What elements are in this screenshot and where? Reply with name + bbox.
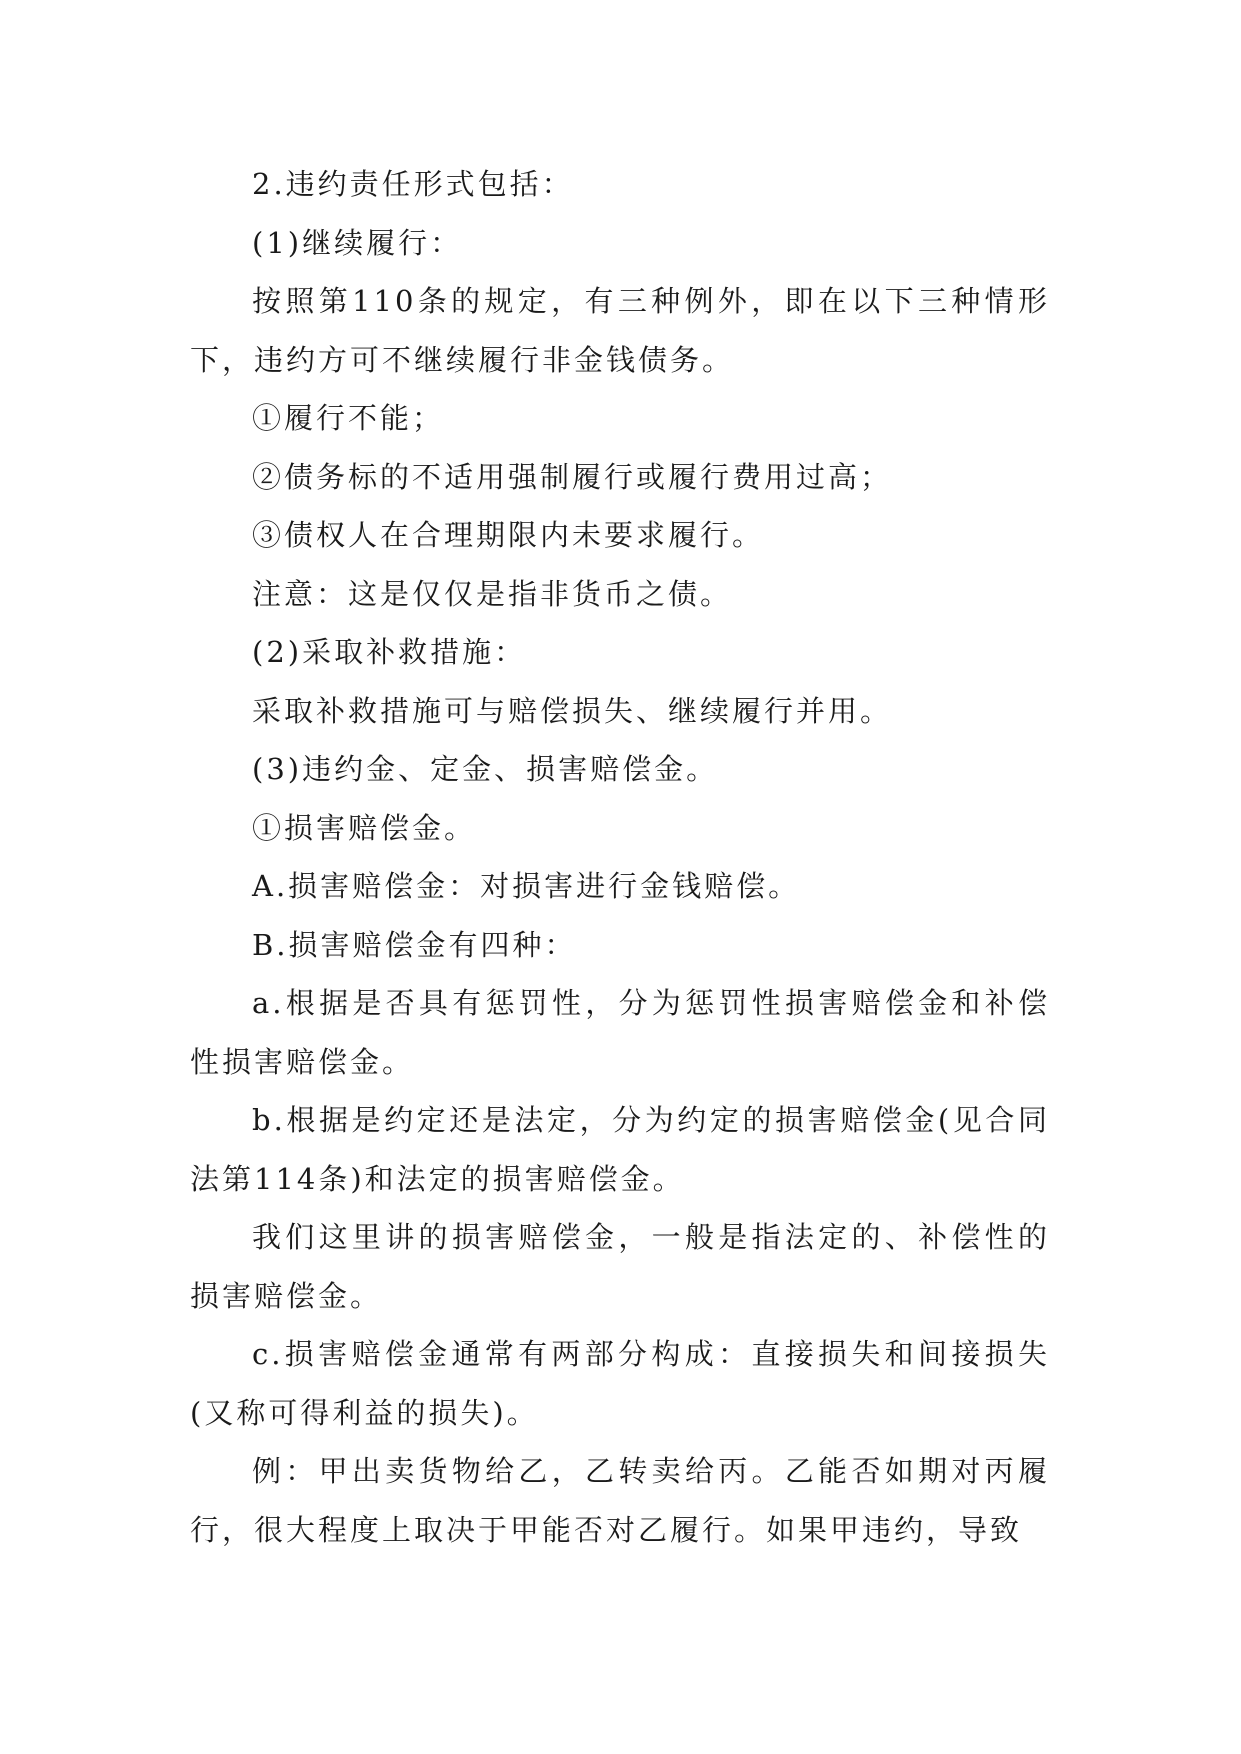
- paragraph-penalty-deposit-damages: (3)违约金、定金、损害赔偿金。: [252, 752, 719, 786]
- paragraph-punitive: a.根据是否具有惩罚性，分为惩罚性损害赔偿金和补偿性损害赔偿金。: [190, 986, 1050, 1079]
- paragraph-exception-3: ③债权人在合理期限内未要求履行。: [252, 518, 765, 552]
- paragraph-scope-note: 我们这里讲的损害赔偿金，一般是指法定的、补偿性的损害赔偿金。: [190, 1220, 1050, 1313]
- paragraph-example: 例：甲出卖货物给乙，乙转卖给丙。乙能否如期对丙履行，很大程度上取决于甲能否对乙履行。如果甲违约，导致: [190, 1454, 1050, 1547]
- paragraph-exception-2: ②债务标的不适用强制履行或履行费用过高；: [252, 459, 893, 494]
- paragraph-article-110: 按照第110条的规定，有三种例外，即在以下三种情形下，违约方可不继续履行非金钱债务。: [190, 284, 1050, 377]
- paragraph-agreed-statutory: b.根据是约定还是法定，分为约定的损害赔偿金(见合同法第114条)和法定的损害赔偿金。: [190, 1103, 1050, 1196]
- paragraph-liability-forms: 2.违约责任形式包括：: [252, 167, 574, 201]
- paragraph-continue-performance: (1)继续履行：: [252, 225, 463, 260]
- document-body: [190, 155, 1050, 1559]
- paragraph-remedial-measures: (2)采取补救措施：: [252, 635, 527, 669]
- paragraph-remedial-combined: 采取补救措施可与赔偿损失、继续履行并用。: [252, 693, 893, 728]
- paragraph-direct-indirect: c.损害赔偿金通常有两部分构成：直接损失和间接损失(又称可得利益的损失)。: [190, 1337, 1050, 1430]
- paragraph-note: 注意：这是仅仅是指非货币之债。: [252, 576, 733, 611]
- paragraph-damages-b: B.损害赔偿金有四种：: [252, 927, 577, 962]
- paragraph-exception-1: ①履行不能；: [252, 401, 445, 435]
- paragraph-damages-heading: ①损害赔偿金。: [252, 810, 477, 845]
- paragraph-damages-a: A.损害赔偿金：对损害进行金钱赔偿。: [252, 869, 801, 903]
